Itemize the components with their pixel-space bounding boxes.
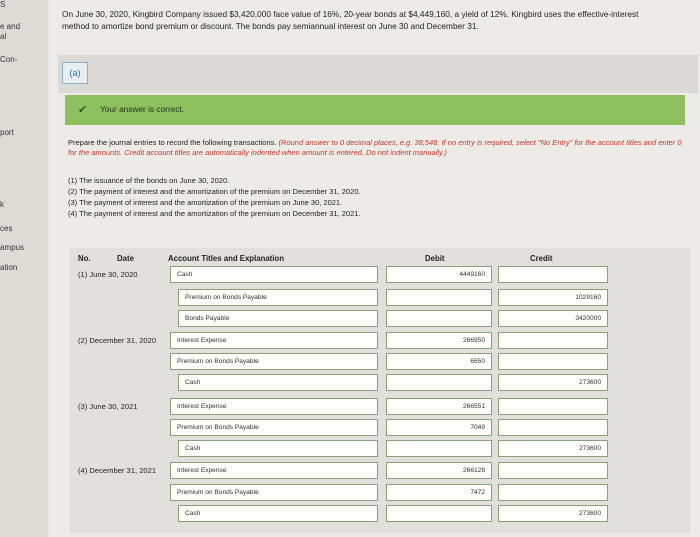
part-header <box>58 55 698 93</box>
debit-amount-field[interactable]: 266128 <box>386 462 492 479</box>
credit-amount-field[interactable]: 273600 <box>498 374 608 391</box>
credit-amount-field[interactable] <box>498 266 608 283</box>
debit-amount-field[interactable] <box>386 374 492 391</box>
account-title-field[interactable]: Bonds Payable <box>178 310 378 327</box>
credit-amount-field[interactable] <box>498 353 608 370</box>
task-item: (1) The issuance of the bonds on June 30, 2020. <box>68 176 230 185</box>
sidebar-fragment[interactable]: Con- <box>0 55 18 64</box>
account-title-field[interactable]: Cash <box>178 440 378 457</box>
question-panel <box>50 0 700 537</box>
credit-amount-field[interactable]: 3420000 <box>498 310 608 327</box>
header-debit: Debit <box>425 254 445 263</box>
credit-amount-field[interactable] <box>498 462 608 479</box>
credit-amount-field[interactable]: 273600 <box>498 505 608 522</box>
entry-date-label: (1) June 30, 2020 <box>78 270 138 279</box>
header-no: No. <box>78 254 91 263</box>
credit-amount-field[interactable] <box>498 398 608 415</box>
task-list <box>68 175 361 219</box>
sidebar-fragment[interactable]: k <box>0 200 4 209</box>
debit-amount-field[interactable] <box>386 310 492 327</box>
debit-amount-field[interactable] <box>386 505 492 522</box>
instructions-main: Prepare the journal entries to record the following transactions. <box>68 138 277 147</box>
debit-amount-field[interactable] <box>386 440 492 457</box>
sidebar-fragment: S <box>0 0 6 9</box>
debit-amount-field[interactable]: 6650 <box>386 353 492 370</box>
sidebar-fragment[interactable]: ation <box>0 263 18 272</box>
account-title-field[interactable]: Cash <box>178 374 378 391</box>
sidebar-fragment[interactable]: port <box>0 128 14 137</box>
instructions-note: (Round answer to 0 decimal places, e.g. 38,548. If no entry is required, select "No Entry" for the account titles and enter 0 for the amounts. Credit account titles are automatically indented when amount is entered. Do not indent manually.) <box>68 138 682 157</box>
task-item: (3) The payment of interest and the amortization of the premium on June 30, 2021. <box>68 198 343 207</box>
account-title-field[interactable]: Premium on Bonds Payable <box>170 419 378 436</box>
instructions <box>68 138 688 158</box>
account-title-field[interactable]: Cash <box>178 505 378 522</box>
account-title-field[interactable]: Interest Expense <box>170 462 378 479</box>
task-item: (4) The payment of interest and the amortization of the premium on December 31, 2021. <box>68 209 361 218</box>
debit-amount-field[interactable] <box>386 289 492 306</box>
header-account: Account Titles and Explanation <box>168 254 284 263</box>
entry-date-label: (2) December 31, 2020 <box>78 336 157 345</box>
journal-entry-table <box>70 248 690 533</box>
entry-date-label: (4) December 31, 2021 <box>78 466 157 475</box>
account-title-field[interactable]: Premium on Bonds Payable <box>178 289 378 306</box>
credit-amount-field[interactable]: 1029160 <box>498 289 608 306</box>
problem-statement: On June 30, 2020, Kingbird Company issued $3,420,000 face value of 16%, 20-year bonds at $4,449,160, a yield of 12%. Kingbird uses the effective-interest method to amortize bond premium or discount. The bonds pay semiannual interest on June 30 and December 31. <box>62 9 639 31</box>
header-date: Date <box>117 254 134 263</box>
debit-amount-field[interactable]: 7472 <box>386 484 492 501</box>
checkmark-icon: ✔ <box>78 104 88 116</box>
account-title-field[interactable]: Interest Expense <box>170 332 378 349</box>
sidebar-fragment[interactable]: e and <box>0 22 21 31</box>
credit-amount-field[interactable] <box>498 419 608 436</box>
credit-amount-field[interactable]: 273600 <box>498 440 608 457</box>
account-title-field[interactable]: Premium on Bonds Payable <box>170 353 378 370</box>
header-credit: Credit <box>530 254 553 263</box>
task-item: (2) The payment of interest and the amortization of the premium on December 31, 2020. <box>68 187 361 196</box>
feedback-text: Your answer is correct. <box>100 104 185 114</box>
sidebar-fragment[interactable]: ces <box>0 224 13 233</box>
credit-amount-field[interactable] <box>498 484 608 501</box>
credit-amount-field[interactable] <box>498 332 608 349</box>
debit-amount-field[interactable]: 266950 <box>386 332 492 349</box>
account-title-field[interactable]: Cash <box>170 266 378 283</box>
correct-answer-banner <box>65 95 685 125</box>
account-title-field[interactable]: Premium on Bonds Payable <box>170 484 378 501</box>
account-title-field[interactable]: Interest Expense <box>170 398 378 415</box>
part-label[interactable]: (a) <box>62 62 88 84</box>
entry-date-label: (3) June 30, 2021 <box>78 402 138 411</box>
debit-amount-field[interactable]: 7049 <box>386 419 492 436</box>
debit-amount-field[interactable]: 266551 <box>386 398 492 415</box>
left-sidebar <box>0 0 48 537</box>
sidebar-fragment[interactable]: al <box>0 32 7 41</box>
debit-amount-field[interactable]: 4449160 <box>386 266 492 283</box>
sidebar-fragment[interactable]: ampus <box>0 243 25 252</box>
